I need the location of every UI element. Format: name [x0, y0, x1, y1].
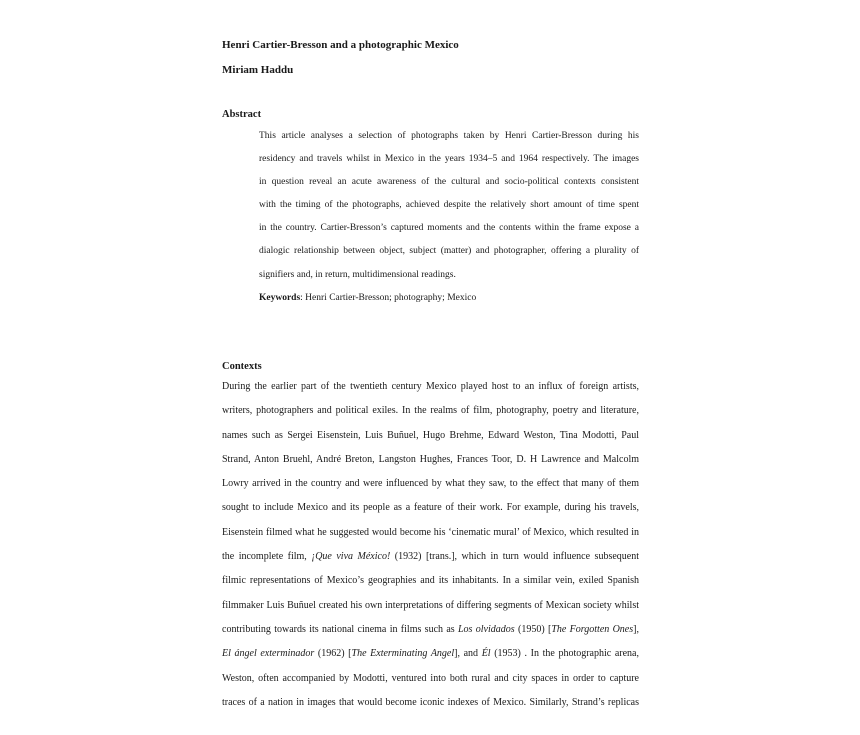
body-line: traces of a nation in images that would become iconic indexes of Mexico. Similarly, Strand’s replicas [222, 696, 639, 708]
article-author: Miriam Haddu [222, 64, 294, 76]
body-line: filmic representations of Mexico’s geographies and its inhabitants. In a similar vein, exiled Spanish [222, 575, 639, 587]
abstract-line: This article analyses a selection of photographs taken by Henri Cartier-Bresson during his [259, 131, 639, 141]
italic-title: The Forgotten Ones [551, 623, 634, 635]
abstract-line: residency and travels whilst in Mexico in the years 1934–5 and 1964 respectively. The images [259, 154, 639, 165]
text-run: (1953) . In the photographic arena, [490, 648, 639, 660]
italic-title: Él [481, 648, 491, 660]
text-run: (1932) [trans.], which in turn would influence subsequent [390, 551, 639, 563]
text-run: (1950) [ [514, 623, 552, 635]
body-line: Weston, often accompanied by Modotti, ventured into both rural and city spaces in order to capture [222, 672, 639, 684]
italic-title: Los olvidados [458, 623, 515, 635]
keywords-text: : Henri Cartier-Bresson; photography; Mexico [300, 292, 477, 303]
keywords-label: Keywords [259, 292, 301, 303]
body-line: names such as Sergei Eisenstein, Luis Buñuel, Hugo Brehme, Edward Weston, Tina Modotti, Paul [222, 429, 639, 441]
text-run: the incomplete film, [222, 551, 312, 563]
contexts-heading: Contexts [222, 361, 262, 372]
text-run: ], and [454, 648, 482, 660]
article-title: Henri Cartier-Bresson and a photographic Mexico [222, 39, 459, 51]
abstract-line: in the country. Cartier-Bresson’s captured moments and the contents within the frame expose a [259, 223, 639, 234]
body-line: writers, photographers and political exiles. In the realms of film, photography, poetry and literature, [222, 405, 639, 417]
abstract-line: dialogic relationship between object, subject (matter) and photographer, offering a plurality of [259, 246, 639, 257]
body-line: sought to include Mexico and its people as a feature of their work. For example, during his travels, [222, 502, 639, 514]
body-line: During the earlier part of the twentieth century Mexico played host to an influx of foreign artists, [222, 381, 639, 392]
abstract-line: in question reveal an acute awareness of the cultural and socio-political contexts consistent [259, 177, 639, 188]
keywords-line [259, 291, 639, 307]
body-line: Lowry arrived in the country and were influenced by what they saw, to the effect that many of them [222, 478, 639, 490]
body-line [222, 623, 639, 647]
text-run: contributing towards its national cinema in films such as [222, 623, 458, 635]
text-run: (1962) [ [314, 648, 352, 660]
abstract-line: signifiers and, in return, multidimensional readings. [259, 269, 456, 280]
contexts-body [222, 380, 639, 720]
italic-title: ¡Que viva México! [311, 551, 391, 563]
abstract-body [259, 129, 639, 307]
body-line: filmmaker Luis Buñuel created his own interpretations of differing segments of Mexican society whilst [222, 599, 639, 611]
body-line [222, 550, 639, 574]
body-line: Eisenstein filmed what he suggested would become his ‘cinematic mural’ of Mexico, which resulted in [222, 526, 639, 538]
abstract-line: with the timing of the photographs, achieved despite the relatively short amount of time spent [259, 200, 639, 211]
italic-title: The Exterminating Angel [351, 648, 455, 660]
text-run: ], [633, 623, 639, 635]
abstract-heading: Abstract [222, 109, 262, 120]
italic-title: El ángel exterminador [222, 648, 315, 660]
body-line: Strand, Anton Bruehl, André Breton, Langston Hughes, Frances Toor, D. H Lawrence and Malcolm [222, 453, 639, 465]
body-line [222, 647, 639, 671]
